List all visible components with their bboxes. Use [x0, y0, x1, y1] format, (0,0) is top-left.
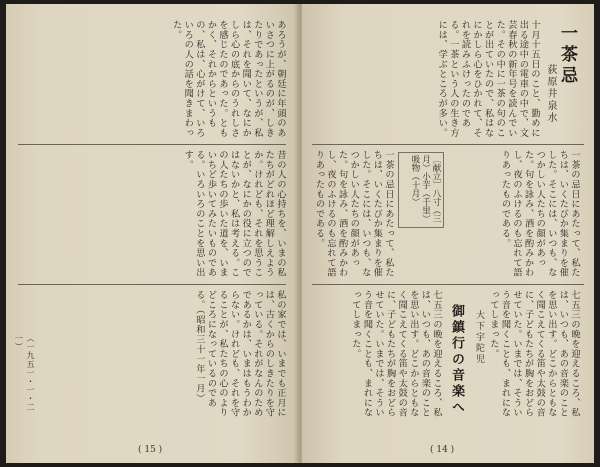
right-divider-bottom [312, 284, 584, 285]
right-middle-text: 一茶の忌日にあたって、私たちは、いくたびか集まりを催した。そこには、いつも、なつかしい人たちの顔があった。句を詠み、酒を酌みかわし、夜のふけるのも忘れて語りあったものである。 [499, 150, 580, 278]
essay-title: 一茶忌 [557, 24, 577, 87]
left-date-note: （一九五一・一・二一） [14, 334, 35, 412]
left-bottom-text: 私の家では、いまでも正月には、古くからのしきたりを守っている。それがなんのためであるかは、いまはもうわからない。けれども、それを守ることが、私たちの心のよりどころになっているのである。（昭和三十一年一月） [193, 290, 286, 418]
left-top-text: あろうが、朝廷に年頭のあいさつに上がるのが、しきたりであったというが、私は、それを聞いて、なにかしら心の底からのうれしさを感じたのであった。ともかく、それからというもの、私は、心がけて、いろいろの人の話を聞きまわった。 [170, 20, 286, 138]
left-middle-text: 昔の人の心持ちを、いまの私たちがどれほど理解しえようか。けれども、それを思うことが、なにかの役に立つのではないかと、私は考える。この人たちの歩いた道を、いまいちど歩いてみたいものである。いろいろのことを思い出す。 [182, 150, 286, 278]
right-page [302, 4, 594, 463]
left-page-number: ( 15 ) [138, 445, 163, 455]
right-top-text: 十月十五日のこと、勤めに出る途中の電車の中で、文芸春秋の新年号を読んでいた。その中に一茶の句のことが出ていたので、私はなにかしら心をひかれて、それを読みふけったのである。一茶という人の生き方には、学ぶところが多い。 [436, 20, 540, 138]
second-essay-author: 大下宇陀児 [474, 310, 484, 365]
second-essay-title: 御鎮行の音楽へ [449, 304, 464, 416]
right-page-number: ( 14 ) [430, 445, 455, 455]
menu-note-box: 〔献立〕八寸（三月）小芋（千里）吸物（十月） [398, 152, 444, 228]
right-bottom-text: 七五三の晩を迎えるころ、私は、いつも、あの音楽のことを思い出す。どこからともなく聞こえてくる笛や太鼓の音に、子どもたちが胸をおどらせていた。いまでは、そういう音を聞くことも、まれになってしまった。 [487, 290, 580, 418]
right-middle-text-2: 一茶の忌日にあたって、私たちは、いくたびか集まりを催した。そこには、いつも、なつかしい人たちの顔があった。句を詠み、酒を酌みかわし、夜のふけるのも忘れて語りあったものである。 [313, 150, 394, 278]
left-page [6, 4, 298, 463]
left-divider-top [18, 144, 286, 145]
book-spread [6, 4, 594, 463]
left-divider-bottom [18, 284, 286, 285]
right-bottom-text-2: 七五三の晩を迎えるころ、私は、いつも、あの音楽のことを思い出す。どこからともなく聞こえてくる笛や太鼓の音に、子どもたちが胸をおどらせていた。いまでは、そういう音を聞くことも、まれになってしまった。 [349, 290, 442, 418]
right-divider-top [312, 144, 584, 145]
essay-author: 荻原井泉水 [545, 64, 556, 124]
